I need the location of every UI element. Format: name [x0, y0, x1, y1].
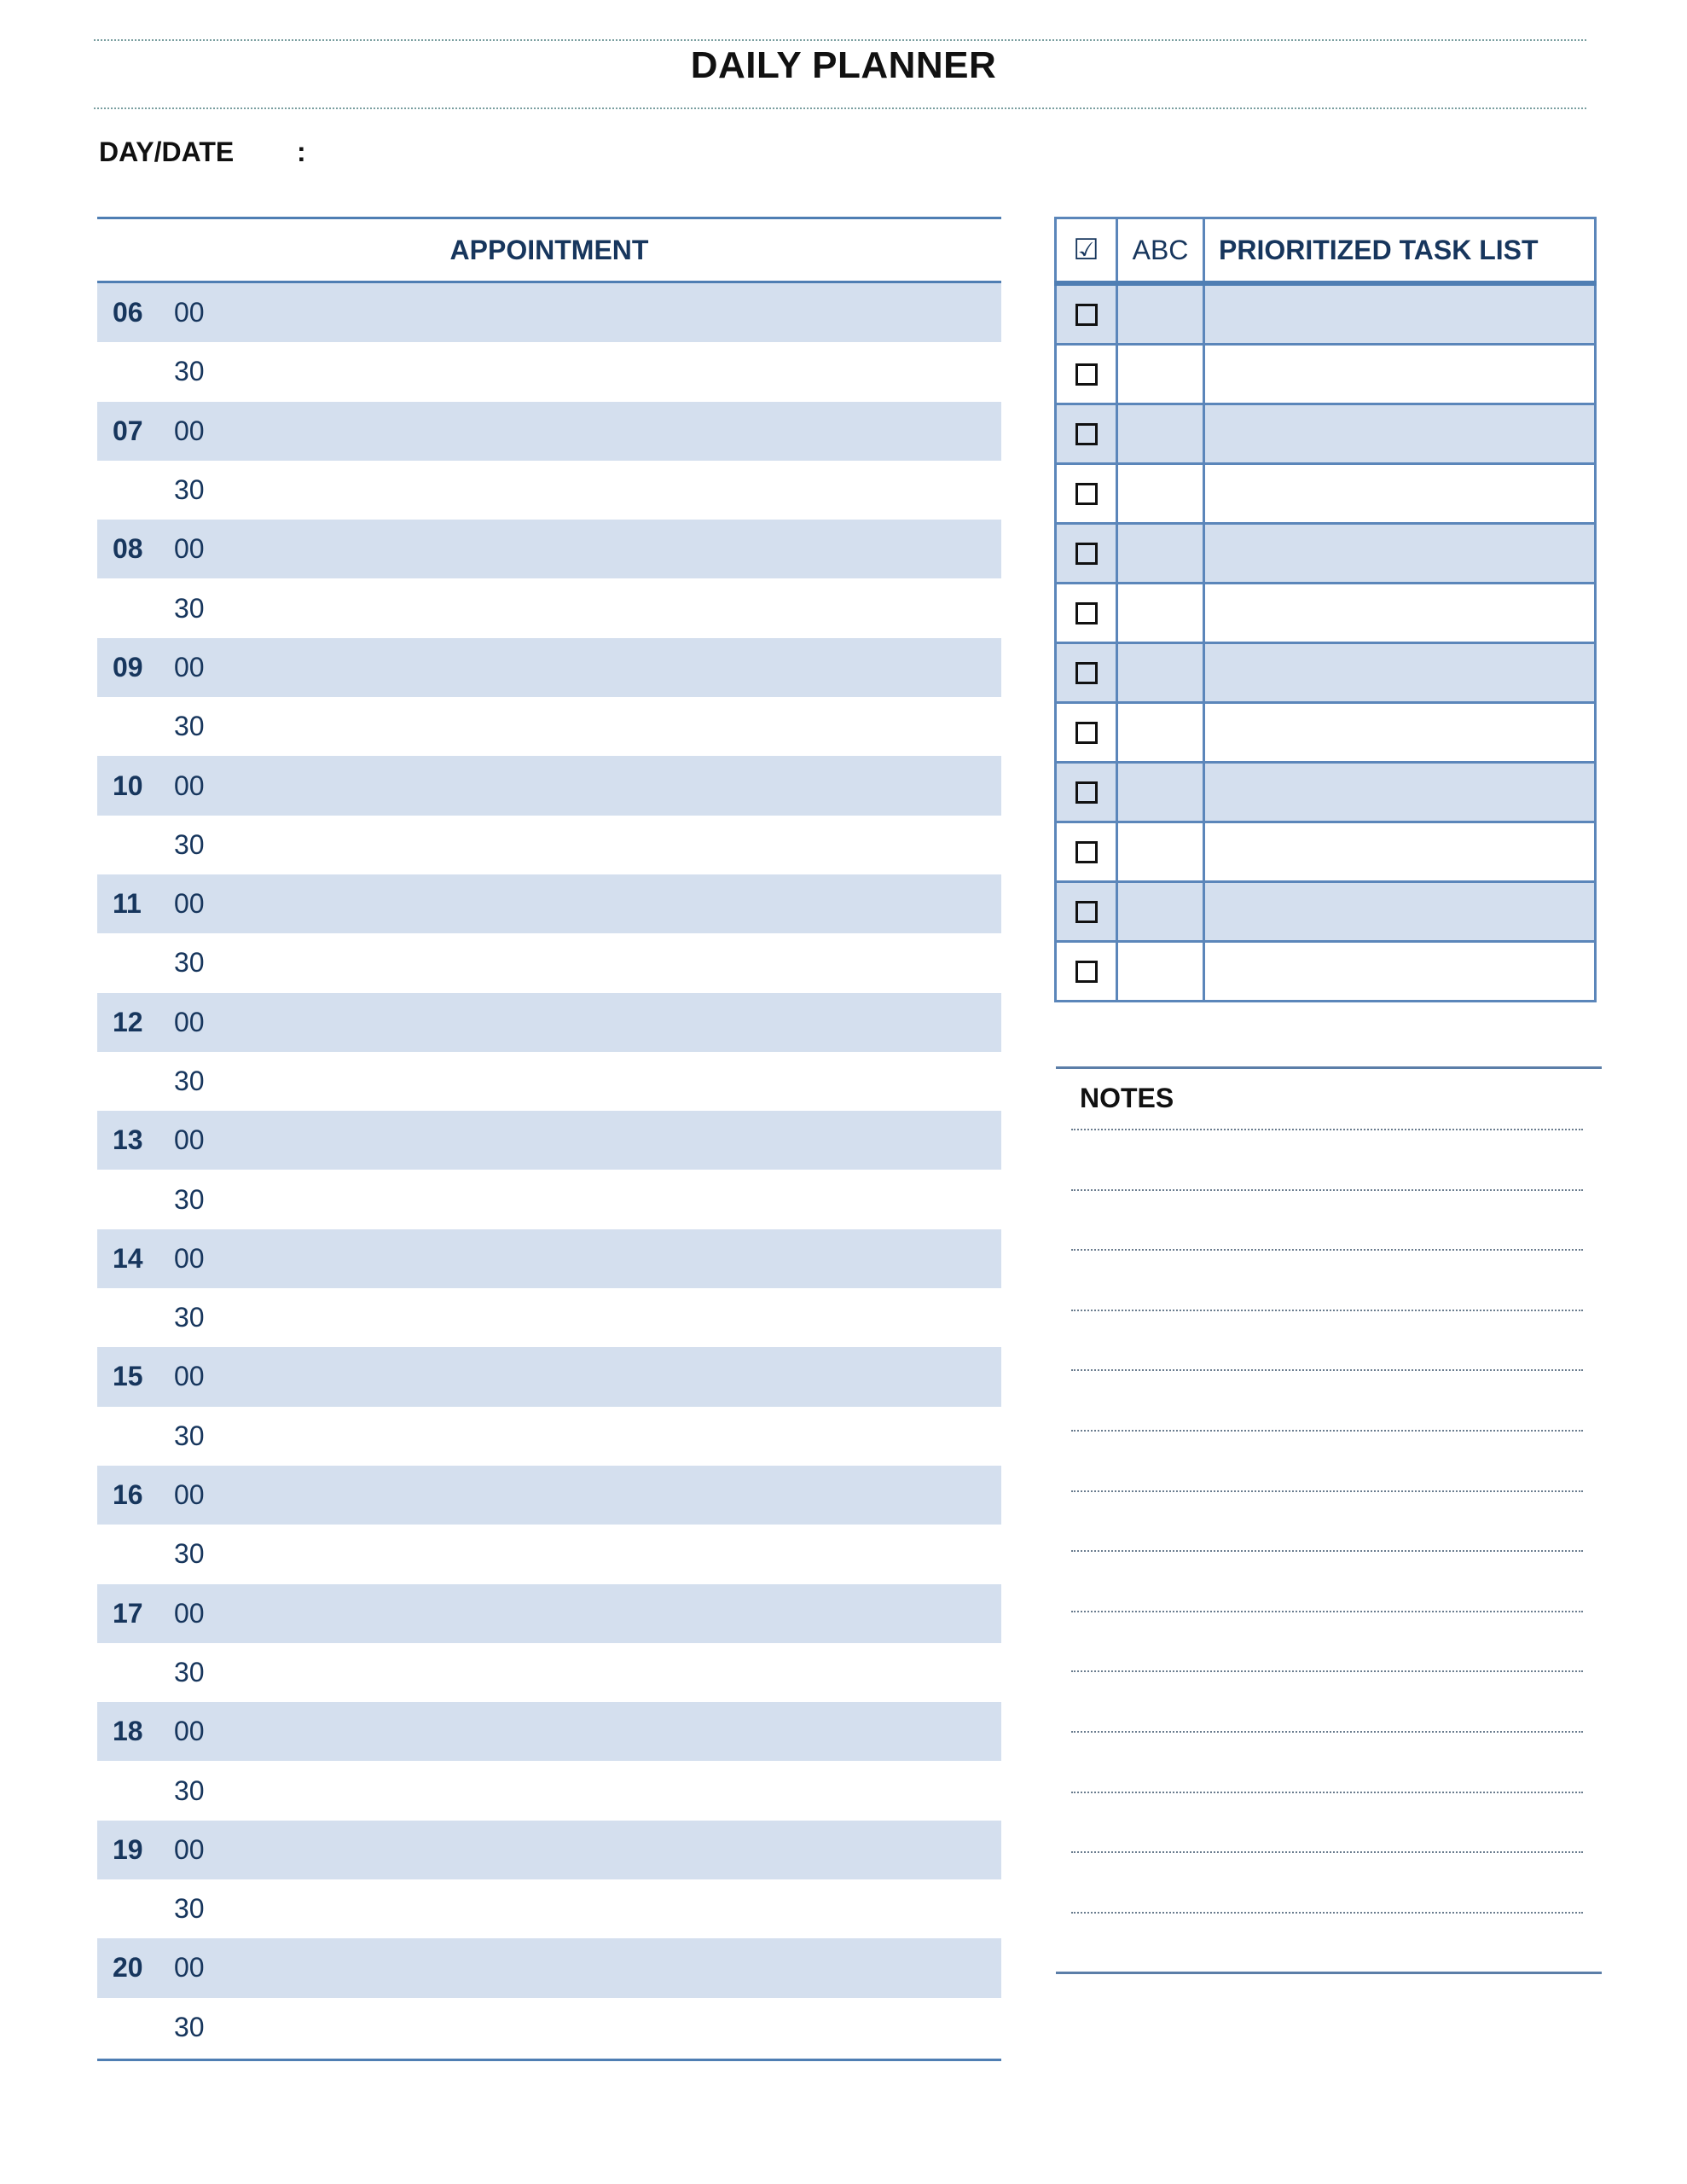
task-row	[1056, 283, 1596, 345]
checkbox-checked-icon: ☑	[1073, 234, 1099, 266]
task-text-cell[interactable]	[1204, 524, 1596, 584]
appointment-section	[97, 217, 1001, 2061]
appointment-slot[interactable]	[97, 1584, 1001, 1643]
task-checkbox[interactable]	[1075, 961, 1098, 983]
task-row	[1056, 524, 1596, 584]
slot-minute: 00	[174, 1716, 205, 1747]
slot-minute: 00	[174, 1124, 205, 1156]
day-date-field[interactable]	[99, 136, 306, 168]
slot-hour: 11	[113, 888, 142, 920]
task-checkbox[interactable]	[1075, 841, 1098, 863]
slot-hour: 07	[113, 415, 143, 446]
appointment-slot[interactable]	[97, 1998, 1001, 2057]
slot-hour: 18	[113, 1716, 143, 1747]
appointment-slots	[97, 283, 1001, 2057]
task-row	[1056, 703, 1596, 763]
slot-minute: 30	[174, 474, 205, 506]
slot-minute: 00	[174, 297, 205, 328]
note-line[interactable]	[1071, 1912, 1583, 1972]
task-checkbox[interactable]	[1075, 662, 1098, 684]
slot-minute: 30	[174, 356, 205, 387]
task-done-cell	[1056, 882, 1117, 942]
task-text-cell[interactable]	[1204, 584, 1596, 643]
slot-minute: 00	[174, 415, 205, 446]
task-priority-cell[interactable]	[1117, 283, 1204, 345]
appointment-slot[interactable]	[97, 816, 1001, 874]
slot-hour: 09	[113, 651, 143, 682]
note-line[interactable]	[1071, 1550, 1583, 1611]
slot-minute: 30	[174, 592, 205, 624]
note-line[interactable]	[1071, 1369, 1583, 1430]
appointment-slot[interactable]	[97, 638, 1001, 697]
slot-hour: 13	[113, 1124, 143, 1156]
task-text-cell[interactable]	[1204, 822, 1596, 882]
page-title: DAILY PLANNER	[690, 44, 997, 86]
task-text-cell[interactable]	[1204, 643, 1596, 703]
task-rows	[1056, 283, 1596, 1002]
slot-minute: 30	[174, 1302, 205, 1333]
appointment-slot[interactable]	[97, 1879, 1001, 1938]
slot-minute: 00	[174, 651, 205, 682]
appointment-slot[interactable]	[97, 1761, 1001, 1820]
note-line[interactable]	[1071, 1851, 1583, 1912]
task-done-cell	[1056, 345, 1117, 404]
task-priority-cell[interactable]	[1117, 643, 1204, 703]
appointment-slot[interactable]	[97, 933, 1001, 992]
slot-minute: 00	[174, 1833, 205, 1865]
task-row	[1056, 763, 1596, 822]
appointment-slot[interactable]	[97, 520, 1001, 578]
task-text-cell[interactable]	[1204, 404, 1596, 464]
slot-minute: 30	[174, 1183, 205, 1215]
slot-minute: 00	[174, 770, 205, 801]
task-text-cell[interactable]	[1204, 283, 1596, 345]
note-line[interactable]	[1071, 1430, 1583, 1490]
note-line[interactable]	[1071, 1611, 1583, 1671]
appointment-slot[interactable]	[97, 1347, 1001, 1406]
task-checkbox[interactable]	[1075, 781, 1098, 804]
task-done-cell	[1056, 643, 1117, 703]
note-line[interactable]	[1071, 1129, 1583, 1189]
task-text-cell[interactable]	[1204, 942, 1596, 1002]
task-done-cell	[1056, 524, 1117, 584]
notes-bottom-rule	[1056, 1972, 1602, 1974]
appointment-slot[interactable]	[97, 1170, 1001, 1228]
task-text-cell[interactable]	[1204, 703, 1596, 763]
task-done-cell	[1056, 822, 1117, 882]
task-list-section	[1054, 217, 1597, 1002]
appointment-slot[interactable]	[97, 1525, 1001, 1583]
task-text-cell[interactable]	[1204, 882, 1596, 942]
task-checkbox[interactable]	[1075, 901, 1098, 923]
appointment-slot[interactable]	[97, 697, 1001, 756]
slot-minute: 30	[174, 1066, 205, 1096]
task-checkbox[interactable]	[1075, 543, 1098, 565]
slot-minute: 30	[174, 947, 205, 979]
task-priority-cell[interactable]	[1117, 404, 1204, 464]
note-line[interactable]	[1071, 1249, 1583, 1310]
top-divider	[94, 39, 1586, 41]
slot-minute: 00	[174, 1006, 205, 1037]
task-table	[1054, 217, 1597, 1002]
task-priority-cell[interactable]	[1117, 703, 1204, 763]
task-checkbox[interactable]	[1075, 483, 1098, 505]
slot-minute: 00	[174, 1952, 205, 1984]
priority-column-header: ABC	[1117, 218, 1204, 284]
appointment-bottom-rule	[97, 2059, 1001, 2061]
task-priority-cell[interactable]	[1117, 524, 1204, 584]
note-line[interactable]	[1071, 1670, 1583, 1731]
slot-minute: 00	[174, 1479, 205, 1511]
notes-section	[1056, 1066, 1602, 1974]
task-checkbox[interactable]	[1075, 602, 1098, 624]
task-row	[1056, 942, 1596, 1002]
task-done-cell	[1056, 584, 1117, 643]
note-line[interactable]	[1071, 1490, 1583, 1551]
slot-minute: 00	[174, 1242, 205, 1274]
task-checkbox[interactable]	[1075, 363, 1098, 386]
slot-minute: 00	[174, 1597, 205, 1629]
task-text-cell[interactable]	[1204, 345, 1596, 404]
appointment-slot[interactable]	[97, 1407, 1001, 1466]
appointment-slot[interactable]	[97, 342, 1001, 401]
notes-title: NOTES	[1080, 1083, 1174, 1113]
note-line[interactable]	[1071, 1731, 1583, 1792]
task-row	[1056, 822, 1596, 882]
appointment-slot[interactable]	[97, 1821, 1001, 1879]
slot-hour: 15	[113, 1361, 143, 1392]
slot-minute: 30	[174, 1774, 205, 1806]
slot-hour: 16	[113, 1479, 143, 1511]
notes-lines	[1056, 1129, 1602, 1972]
appointment-slot[interactable]	[97, 461, 1001, 520]
appointment-slot[interactable]	[97, 874, 1001, 933]
slot-hour: 10	[113, 770, 143, 801]
appointment-slot[interactable]	[97, 756, 1001, 815]
appointment-slot[interactable]	[97, 1938, 1001, 1997]
appointment-slot[interactable]	[97, 1466, 1001, 1525]
appointment-slot[interactable]	[97, 1702, 1001, 1761]
task-row	[1056, 643, 1596, 703]
task-checkbox[interactable]	[1075, 722, 1098, 744]
task-header-row	[1056, 218, 1596, 284]
appointment-header: APPOINTMENT	[97, 217, 1001, 283]
slot-minute: 30	[174, 828, 205, 860]
slot-minute: 30	[174, 711, 205, 742]
appointment-slot[interactable]	[97, 402, 1001, 461]
appointment-slot[interactable]	[97, 1288, 1001, 1347]
task-done-cell	[1056, 464, 1117, 524]
appointment-slot[interactable]	[97, 1111, 1001, 1170]
title-divider	[94, 107, 1586, 109]
task-checkbox[interactable]	[1075, 423, 1098, 445]
appointment-slot[interactable]	[97, 1643, 1001, 1702]
slot-hour: 14	[113, 1242, 143, 1274]
day-date-colon: :	[297, 136, 306, 167]
slot-hour: 06	[113, 297, 143, 328]
task-priority-cell[interactable]	[1117, 822, 1204, 882]
task-row	[1056, 345, 1596, 404]
task-done-cell	[1056, 703, 1117, 763]
slot-minute: 00	[174, 533, 205, 565]
slot-minute: 00	[174, 1361, 205, 1392]
task-text-cell[interactable]	[1204, 464, 1596, 524]
slot-hour: 17	[113, 1597, 143, 1629]
task-row	[1056, 882, 1596, 942]
task-done-cell	[1056, 283, 1117, 345]
day-date-label: DAY/DATE	[99, 136, 235, 167]
task-row	[1056, 584, 1596, 643]
task-priority-cell[interactable]	[1117, 763, 1204, 822]
task-list-title: PRIORITIZED TASK LIST	[1204, 218, 1596, 284]
task-done-cell	[1056, 763, 1117, 822]
slot-hour: 19	[113, 1833, 143, 1865]
slot-minute: 30	[174, 1538, 205, 1570]
appointment-slot[interactable]	[97, 1229, 1001, 1288]
task-priority-cell[interactable]	[1117, 464, 1204, 524]
slot-hour: 08	[113, 533, 143, 565]
appointment-slot[interactable]	[97, 283, 1001, 342]
done-column-header	[1056, 218, 1117, 284]
slot-minute: 30	[174, 1420, 205, 1451]
slot-hour: 20	[113, 1952, 143, 1984]
appointment-slot[interactable]	[97, 993, 1001, 1052]
note-line[interactable]	[1071, 1310, 1583, 1370]
task-priority-cell[interactable]	[1117, 882, 1204, 942]
appointment-slot[interactable]	[97, 578, 1001, 637]
task-priority-cell[interactable]	[1117, 584, 1204, 643]
note-line[interactable]	[1071, 1189, 1583, 1250]
task-done-cell	[1056, 404, 1117, 464]
task-text-cell[interactable]	[1204, 763, 1596, 822]
slot-hour: 12	[113, 1006, 143, 1037]
slot-minute: 30	[174, 1656, 205, 1687]
slot-minute: 30	[174, 2011, 205, 2042]
task-priority-cell[interactable]	[1117, 942, 1204, 1002]
appointment-slot[interactable]	[97, 1052, 1001, 1111]
task-row	[1056, 464, 1596, 524]
slot-minute: 30	[174, 1893, 205, 1925]
task-row	[1056, 404, 1596, 464]
note-line[interactable]	[1071, 1792, 1583, 1852]
task-checkbox[interactable]	[1075, 304, 1098, 326]
task-priority-cell[interactable]	[1117, 345, 1204, 404]
slot-minute: 00	[174, 888, 205, 920]
task-done-cell	[1056, 942, 1117, 1002]
